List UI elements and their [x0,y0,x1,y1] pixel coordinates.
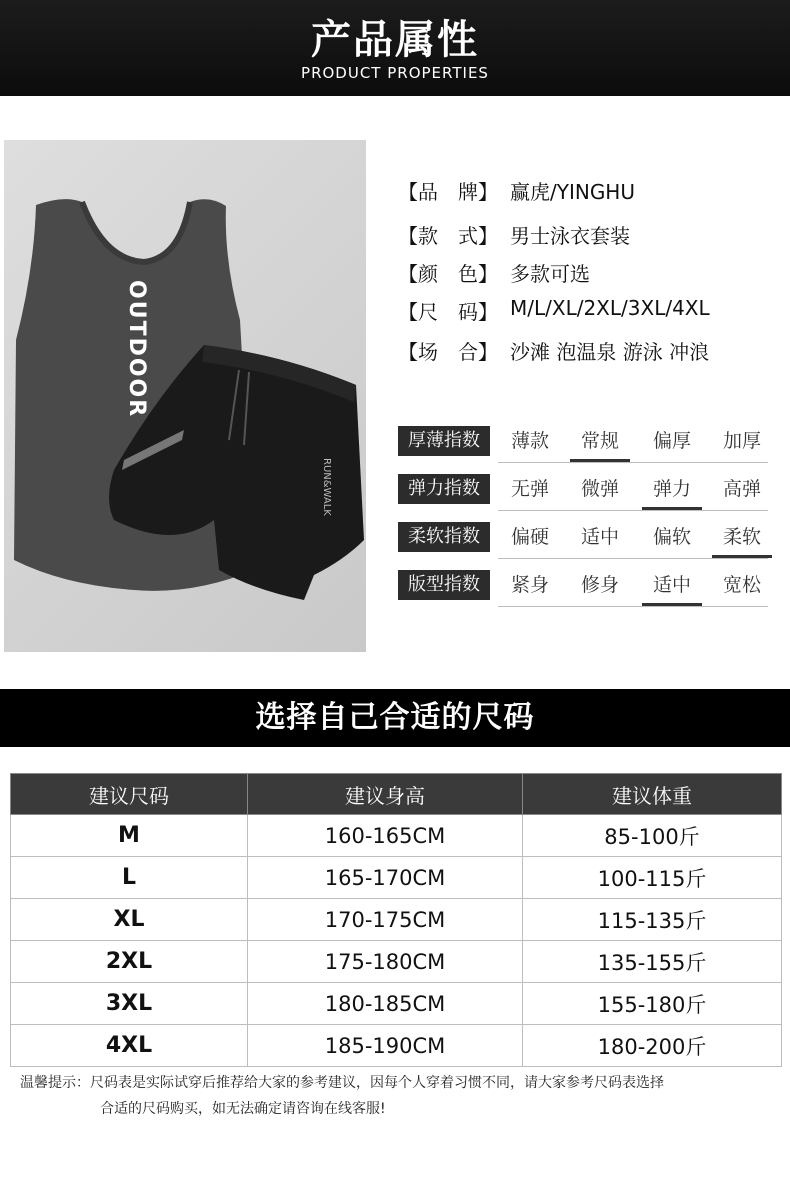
property-key: 【款 式】 [398,224,498,248]
index-scale-line [498,462,768,463]
section-title: 产品属性 [311,17,479,63]
index-scale-line [498,510,768,511]
height-cell: 185-190CM [248,1025,523,1067]
table-row [11,899,782,941]
note-line: 合适的尺码购买，如无法确定请咨询在线客服! [100,1101,386,1117]
index-option: 薄款 [510,430,549,452]
table-row [11,983,782,1025]
section-header [0,0,790,96]
column-header: 建议体重 [523,774,782,815]
weight-cell: 180-200斤 [523,1025,782,1067]
height-cell: 180-185CM [248,983,523,1025]
table-row [11,1025,782,1067]
index-row-elasticity [398,474,778,512]
index-option-selected: 弹力 [642,474,702,510]
index-scale-line [498,606,768,607]
index-option: 无弹 [510,478,549,500]
index-option: 偏软 [652,526,691,548]
height-cell: 165-170CM [248,857,523,899]
shorts-print: RUN&WALK [321,458,332,516]
property-value: 赢虎/YINGHU [510,180,635,204]
weight-cell: 85-100斤 [523,815,782,857]
property-value: M/L/XL/2XL/3XL/4XL [510,296,710,320]
index-scale-line [498,558,768,559]
column-header: 建议尺码 [11,774,248,815]
index-label: 版型指数 [398,570,490,600]
height-cell: 175-180CM [248,941,523,983]
index-option: 适中 [580,526,619,548]
table-header-row [11,774,782,815]
size-table [10,773,782,1067]
index-option: 加厚 [722,430,761,452]
size-cell: 2XL [11,941,248,983]
index-label: 柔软指数 [398,522,490,552]
property-key: 【场 合】 [398,340,498,364]
index-row-fit [398,570,778,608]
index-row-thickness [398,426,778,464]
property-key: 【品 牌】 [398,180,498,204]
index-option: 偏厚 [652,430,691,452]
height-cell: 170-175CM [248,899,523,941]
size-section-title: 选择自己合适的尺码 [0,689,790,747]
property-value: 多款可选 [510,262,590,286]
weight-cell: 115-135斤 [523,899,782,941]
index-label: 厚薄指数 [398,426,490,456]
weight-cell: 135-155斤 [523,941,782,983]
product-photo [4,140,366,652]
table-row [11,815,782,857]
size-cell: L [11,857,248,899]
table-row [11,941,782,983]
property-key: 【尺 码】 [398,300,498,324]
index-label: 弹力指数 [398,474,490,504]
tank-top-print: OUTDOOR [124,280,149,419]
weight-cell: 155-180斤 [523,983,782,1025]
size-cell: XL [11,899,248,941]
index-option: 宽松 [722,574,761,596]
index-option-selected: 柔软 [712,522,772,558]
size-cell: 4XL [11,1025,248,1067]
section-subtitle: PRODUCT PROPERTIES [301,64,489,82]
size-cell: M [11,815,248,857]
index-option: 微弹 [580,478,619,500]
size-note [20,1070,780,1122]
table-row [11,857,782,899]
index-option: 修身 [580,574,619,596]
weight-cell: 100-115斤 [523,857,782,899]
property-value: 沙滩 泡温泉 游泳 冲浪 [510,340,710,364]
index-option: 偏硬 [510,526,549,548]
index-option: 紧身 [510,574,549,596]
index-option: 高弹 [722,478,761,500]
index-row-softness [398,522,778,560]
property-key: 【颜 色】 [398,262,498,286]
index-option-selected: 适中 [642,570,702,606]
note-line: 温馨提示：尺码表是实际试穿后推荐给大家的参考建议，因每个人穿着习惯不同，请大家参考尺码表选择 [20,1075,664,1091]
column-header: 建议身高 [248,774,523,815]
property-value: 男士泳衣套装 [510,224,630,248]
index-option-selected: 常规 [570,426,630,462]
product-illustration [4,140,366,652]
height-cell: 160-165CM [248,815,523,857]
size-cell: 3XL [11,983,248,1025]
